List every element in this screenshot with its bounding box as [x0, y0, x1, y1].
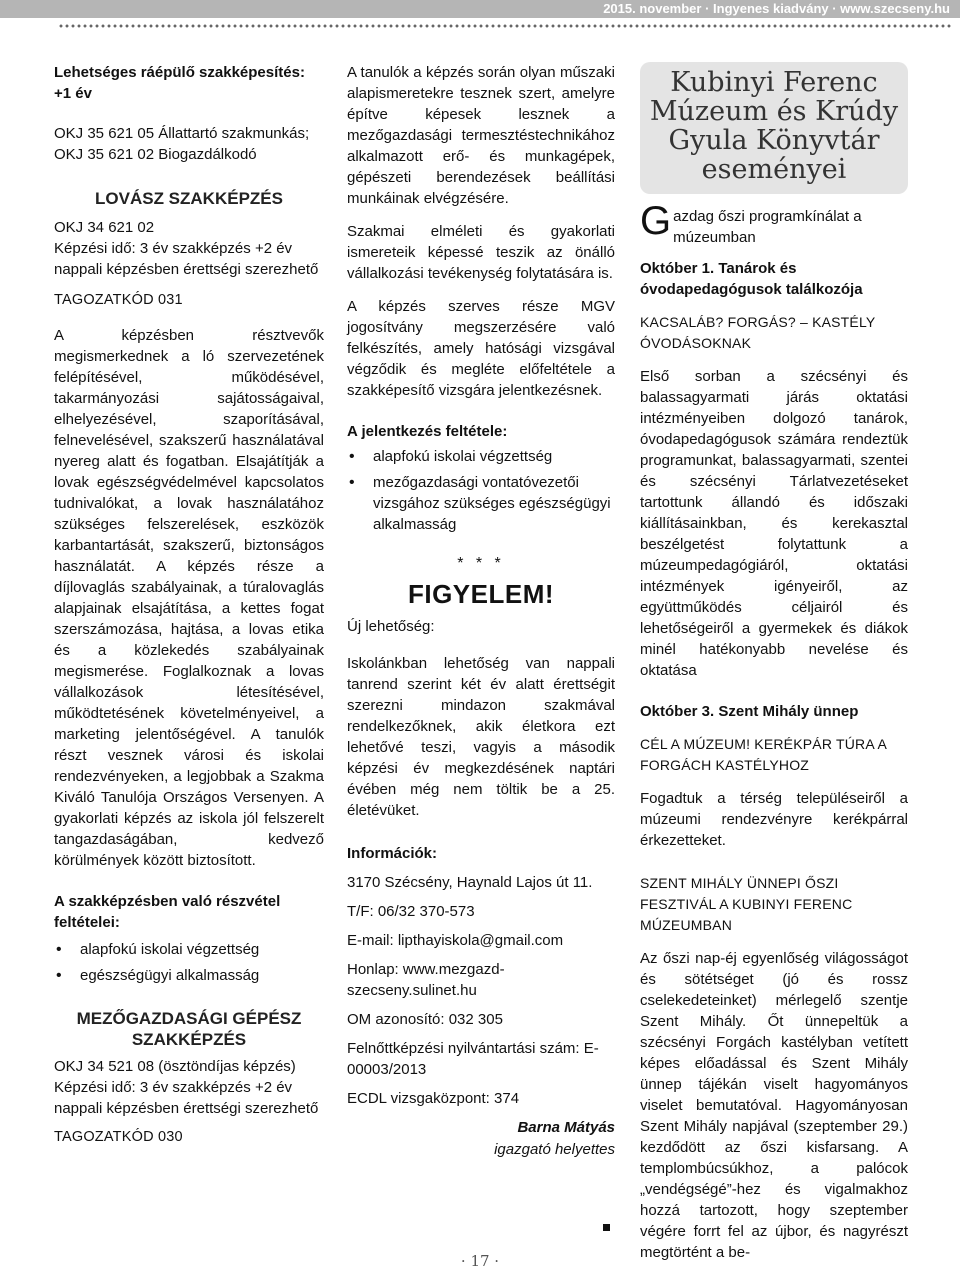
- application-list: [347, 446, 615, 535]
- figyelem-heading: FIGYELEM!: [407, 579, 555, 609]
- lovasz-title: LOVÁSZ SZAKKÉPZÉS: [95, 189, 283, 208]
- requirements-title: A szakképzésben való részvétel feltételei:: [54, 893, 281, 931]
- list-item: • alapfokú iskolai végzettség: [54, 939, 324, 960]
- ecdl-center: ECDL vizsgaközpont: 374: [347, 1090, 520, 1107]
- list-item: • egészségügyi alkalmasság: [54, 965, 324, 986]
- header-text: 2015. november · Ingyenes kiadvány · www.szecseny.hu: [603, 1, 950, 16]
- column-3: [640, 62, 908, 1263]
- festival-subtitle: SZENT MIHÁLY ÜNNEPI ŐSZI FESZTIVÁL A KUBINYI FERENC MÚZEUMBAN: [640, 875, 853, 933]
- gepesz-okj: OKJ 34 521 08 (ösztöndíjas képzés): [54, 1058, 296, 1075]
- signature-name: Barna Mátyás: [517, 1119, 615, 1136]
- address: 3170 Szécsény, Haynald Lajos út 11.: [347, 874, 593, 891]
- gepesz-duration: Képzési idő: 3 év szakképzés +2 év nappali képzésben érettségi szerezhető: [54, 1079, 319, 1117]
- museum-title-box: [640, 62, 908, 194]
- event-1-body: Első sorban a szécsényi és balassagyarmati járás oktatási intézményeiben dolgozó tanárok, óvodapedagógusok számára rendeztük programunkat, balassagyarmati, szentei és szécsényi Tárlatvezetéseket tartottunk állandó és időszaki kiállításainkban, és kerekasztal beszélgetést folytattunk a múzeumpedagógiáról, oktatási intézmények igényeiről, az együttműködés céljairól és lehetőségeiről a gyermekek és diákok minél hatékonyabb nevelése és oktatása: [640, 368, 908, 679]
- list-item: • mezőgazdasági vontatóvezetői vizsgához szükséges egészségügyi alkalmasság: [347, 472, 615, 535]
- column-2: [347, 62, 615, 1161]
- okj-continuation: OKJ 35 621 05 Állattartó szakmunkás; OKJ 35 621 02 Biogazdálkodó: [54, 125, 310, 163]
- lovasz-duration: Képzési idő: 3 év szakképzés +2 év nappali képzésben érettségi szerezhető: [54, 240, 319, 278]
- om-id: OM azonosító: 032 305: [347, 1011, 503, 1028]
- event-2-title: Október 3. Szent Mihály ünnep: [640, 703, 859, 720]
- section-stars: * * *: [457, 555, 505, 572]
- application-title: A jelentkezés feltétele:: [347, 423, 508, 440]
- museum-title: Kubinyi Ferenc Múzeum és Krúdy Gyula Könyvtár eseményei: [649, 67, 899, 185]
- dotted-divider: [58, 24, 952, 28]
- gepesz-code: TAGOZATKÓD 030: [54, 1129, 183, 1145]
- lead-text: azdag őszi programkínálat a múzeumban: [673, 208, 862, 246]
- festival-body: Az őszi nap-éj egyenlőség világosságot és sötétséget (jó és rossz cselekedeteinket) mérlegelő szentje Szent Mihály. Őt ünnepeltük a szécsényi Forgách kastélyban vetített képes előadással és Szent Mihály ünnep tájékán viselt hagyományos viselet bemutatóval. Hagyományosan Szent Mihály napjával (szeptember 29.) kezdődött az őszi kisfarsang. A templombúcsúkhoz, a palócok „vendégségé”-hez és vigalmakhoz hozzá tartozott, hogy szeptember végére forrt fel az újbor, és nagyrészt megtörtént a be-: [640, 950, 908, 1261]
- gepesz-desc: A tanulók a képzés során olyan műszaki alapismeretekre tesznek szert, amelyre építve képesek lesznek a mezőgazdasági termesztéstechnikához alkalmazott erő- és munkagépek, gépészeti berendezések beállítási munkáinak elvégzésére.: [347, 64, 615, 207]
- event-2-body: Fogadtuk a térség településeiről a múzeumi rendezvényre kerékpárral érkezetteket.: [640, 790, 908, 849]
- list-item: • alapfokú iskolai végzettség: [347, 446, 615, 467]
- website: Honlap: www.mezgazd-szecseny.sulinet.hu: [347, 961, 505, 999]
- header-bar: [0, 0, 960, 18]
- phone: T/F: 06/32 370-573: [347, 903, 475, 920]
- dropcap: G: [640, 199, 672, 243]
- end-mark-icon: [603, 1224, 610, 1231]
- lead-paragraph: [640, 199, 908, 248]
- opportunity-paragraph: Iskolánkban lehetőség van nappali tanrend szerint két év alatt érettségit szerezni mindazon szakmával rendelkezőknek, akik életkora ezt lehetővé teszi, vagyis a második képzési év megkezdésének naptári évében még nem töltik be a 25. életévüket.: [347, 655, 615, 819]
- event-2-subtitle: CÉL A MÚZEUM! KERÉKPÁR TÚRA A FORGÁCH KASTÉLYHOZ: [640, 736, 887, 773]
- lovasz-body: A képzésben résztvevők megismerkednek a ló szervezetének felépítésével, működésével, takarmányozási sajátosságaival, elhelyezésével, szaporításával, felnevelésével, szakszerű használatával nyereg alatt és fogatban. Elsajátítják a lovak egészségvédelmével kapcsolatos tudnivalókat, a lovak használatához szükséges felszerelések, eszközök karbantartását, szakszerű, biztonságos használatát. A képzés része a díjlovaglás szabályainak, a túralovaglás alapjainak elsajátítása, a kettes fogat szerszámozása, hajtása, a lovas etika és a közlekedés szabályainak megismerése. Foglalkoznak a lovas vállalkozások létesítésével, működtetésének követelményeivel, a marketing jelentőségével. A tanulók részt vesznek városi és iskolai rendezvényeken, a legjobbak a Szakma Kiváló Tanulója Országos Versenyen. A gyakorlati képzés az iskola jól felszerelt tangazdaságában, kedvező körülmények között biztosított.: [54, 327, 324, 869]
- gepesz-desc-2: Szakmai elméleti és gyakorlati ismereteik képessé teszik az önálló vállalkozási tevékenység folytatására is.: [347, 223, 615, 282]
- email: E-mail: lipthayiskola@gmail.com: [347, 932, 564, 949]
- info-title: Információk:: [347, 845, 438, 862]
- column-1: [54, 62, 324, 1148]
- continuation-title: Lehetséges ráépülő szakképesítés: +1 év: [54, 64, 305, 102]
- event-1-subtitle: KACSALÁB? FORGÁS? – KASTÉLY ÓVODÁSOKNAK: [640, 314, 876, 351]
- lovasz-okj: OKJ 34 621 02: [54, 219, 155, 236]
- gepesz-title: MEZŐGAZDASÁGI GÉPÉSZ SZAKKÉPZÉS: [76, 1009, 302, 1049]
- requirements-list: [54, 939, 324, 986]
- signature-title: igazgató helyettes: [494, 1141, 615, 1158]
- event-1-title: Október 1. Tanárok és óvodapedagógusok találkozója: [640, 260, 863, 298]
- lovasz-code: TAGOZATKÓD 031: [54, 292, 183, 308]
- page-number: · 17 ·: [460, 1252, 500, 1270]
- mgv-paragraph: A képzés szerves része MGV jogosítvány megszerzésére való felkészítés, amely hatósági vizsgával végződik és megléte előfeltétele a szakképesítő vizsgára jelentkezésnek.: [347, 298, 615, 399]
- new-opportunity-label: Új lehetőség:: [347, 618, 435, 635]
- adult-education-number: Felnőttképzési nyilvántartási szám: E-00003/2013: [347, 1040, 599, 1078]
